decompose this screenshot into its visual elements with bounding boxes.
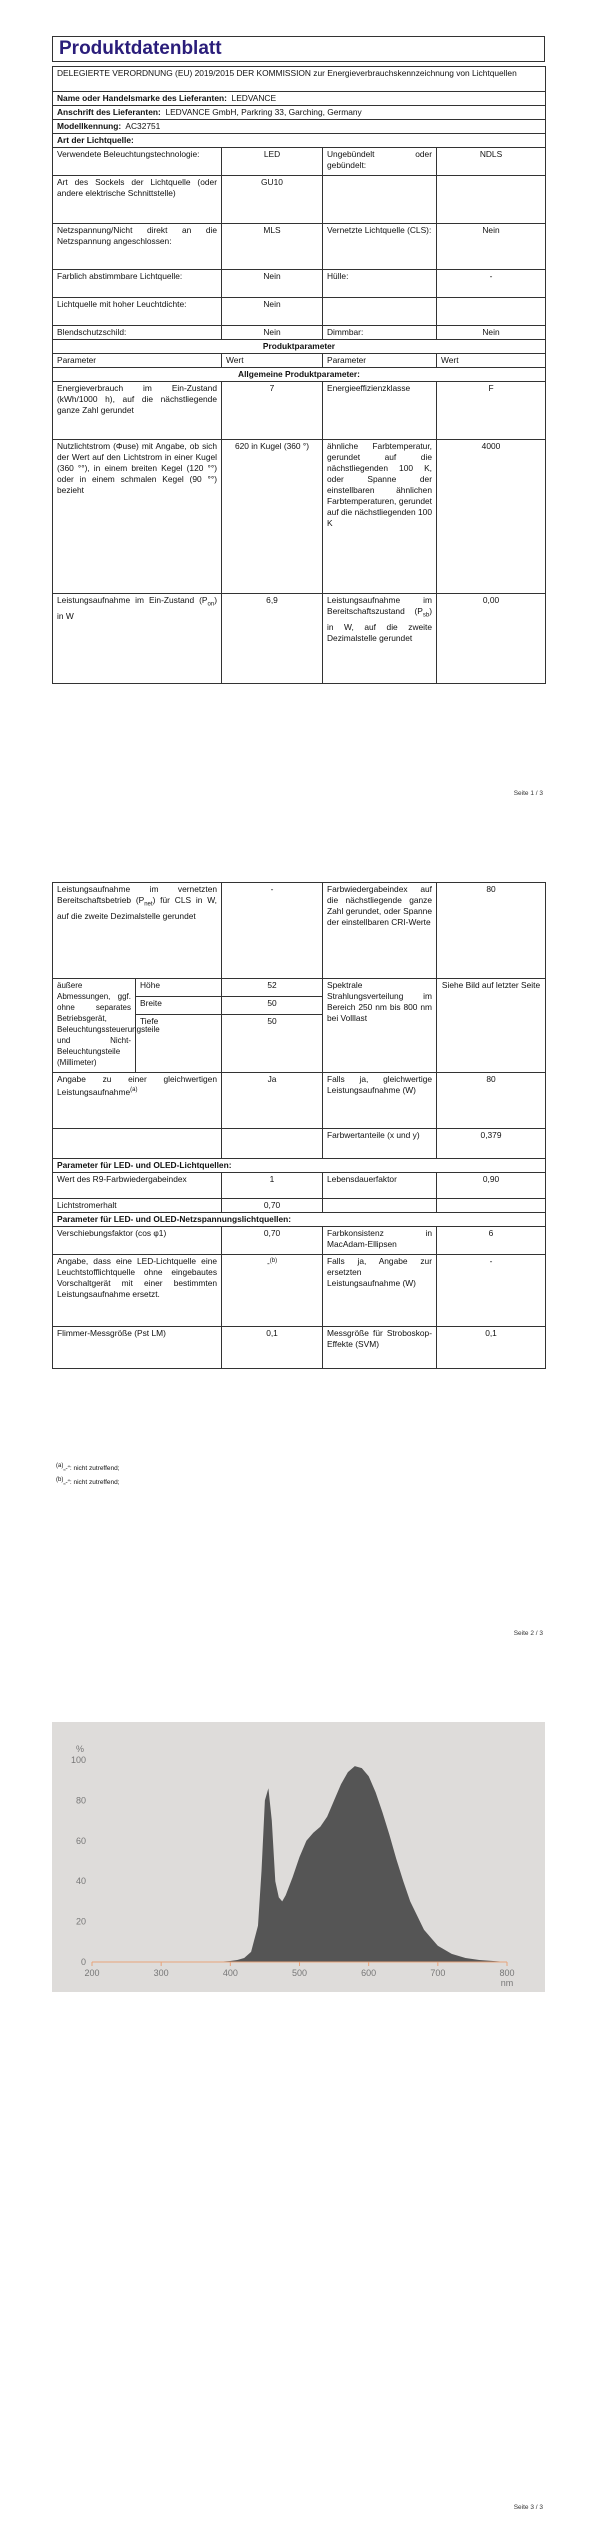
- dimmable-label: Dimmbar:: [323, 326, 437, 340]
- mains-led-header: Parameter für LED- und OLED-Netzspannungslichtquellen:: [53, 1213, 546, 1227]
- datasheet-table-page1: [52, 66, 546, 684]
- mains-value: MLS: [222, 224, 323, 270]
- equiv-power-label: Falls ja, gleichwertige Leistungsaufnahme (W): [323, 1073, 437, 1129]
- psb-label: Leistungsaufnahme im Bereitschaftszustand $(P_{sb})$ in W, auf die zweite Dezimalstelle gerundet: [323, 594, 437, 684]
- maint-label: Lichtstromerhalt: [53, 1199, 222, 1213]
- led-header: Parameter für LED- und OLED-Lichtquellen:: [53, 1159, 546, 1173]
- col-parameter-2: Parameter: [323, 354, 437, 368]
- model-value: AC32751: [125, 121, 161, 131]
- replace-value: -$^{(b)}$: [222, 1255, 323, 1327]
- depth-value: 50: [222, 1015, 323, 1073]
- cap-value: GU10: [222, 176, 323, 224]
- pnet-label: Leistungsaufnahme im vernetzten Bereitschaftsbetrieb $(P_{net})$ für CLS in W, auf die zweite Dezimalstelle gerundet: [53, 883, 222, 979]
- x-tick-label: 200: [84, 1968, 100, 1978]
- strobo-label: Messgröße für Stroboskop-Effekte (SVM): [323, 1327, 437, 1369]
- high-lum-label: Lichtquelle mit hoher Leuchtdichte:: [53, 298, 222, 326]
- x-tick-label: 500: [291, 1968, 308, 1978]
- width-label: Breite: [136, 997, 222, 1015]
- page-number-2: Seite 2 / 3: [513, 1630, 543, 1637]
- regulation-text: DELEGIERTE VERORDNUNG (EU) 2019/2015 DER KOMMISSION zur Energieverbrauchskennzeichnung von Lichtquellen: [53, 67, 546, 92]
- cap-label: Art des Sockels der Lichtquelle (oder andere elektrische Schnittstelle): [53, 176, 222, 224]
- tech-value: LED: [222, 148, 323, 176]
- tech-label: Verwendete Beleuchtungstechnologie:: [53, 148, 222, 176]
- connected-value: Nein: [437, 224, 546, 270]
- colour-tunable-value: Nein: [222, 270, 323, 298]
- cri-value: 80: [437, 883, 546, 979]
- replace-label: Angabe, dass eine LED-Lichtquelle eine Leuchtstofflichtquelle ohne eingebautes Vorschaltgerät mit einer bestimmten Leistungsaufnahme ersetzt.: [53, 1255, 222, 1327]
- flicker-label: Flimmer-Messgröße (Pst LM): [53, 1327, 222, 1369]
- antiglare-value: Nein: [222, 326, 323, 340]
- unbundled-value: NDLS: [437, 148, 546, 176]
- survival-value: 0,90: [437, 1173, 546, 1199]
- flux-value: 620 in Kugel (360 °): [222, 440, 323, 594]
- chroma-value: 0,379: [437, 1129, 546, 1159]
- supplier-address-row: [53, 106, 546, 120]
- datasheet-table-page2: [52, 882, 546, 1369]
- macadam-label: Farbkonsistenz in MacAdam-Ellipsen: [323, 1227, 437, 1255]
- flux-label: Nutzlichtstrom (Φuse) mit Angabe, ob sich der Wert auf den Lichtstrom in einer Kugel (360 °°), in einem breiten Kegel (120 °°) oder in einem schmalen Kegel (90 °°) bezieht: [53, 440, 222, 594]
- y-axis-label: %: [76, 1744, 85, 1754]
- antiglare-label: Blendschutzschild:: [53, 326, 222, 340]
- x-tick-label: 800: [499, 1968, 515, 1978]
- width-value: 50: [222, 997, 323, 1015]
- page-number-3: Seite 3 / 3: [513, 2504, 543, 2511]
- type-header: Art der Lichtquelle:: [53, 134, 546, 148]
- depth-label: Tiefe: [136, 1015, 222, 1073]
- y-tick-label: 100: [70, 1755, 86, 1765]
- dims-label: äußere Abmessungen, ggf. ohne separates Betriebsgerät, Beleuchtungssteuerungsteile und Nicht-Beleuchtungsteile (Millimeter): [53, 979, 136, 1073]
- dpf-label: Verschiebungsfaktor (cos φ1): [53, 1227, 222, 1255]
- x-tick-label: 700: [430, 1968, 446, 1978]
- col-value: Wert: [222, 354, 323, 368]
- equiv-value: Ja: [222, 1073, 323, 1129]
- model-label: Modellkennung:: [57, 121, 122, 131]
- maint-value: 0,70: [222, 1199, 323, 1213]
- supplier-address-label: Anschrift des Lieferanten:: [57, 107, 161, 117]
- height-label: Höhe: [136, 979, 222, 997]
- x-tick-label: 300: [153, 1968, 169, 1978]
- strobo-value: 0,1: [437, 1327, 546, 1369]
- survival-label: Lebensdauerfaktor: [323, 1173, 437, 1199]
- equiv-power-value: 80: [437, 1073, 546, 1129]
- col-parameter: Parameter: [53, 354, 222, 368]
- spd-label: Spektrale Strahlungsverteilung im Bereich 250 nm bis 800 nm bei Volllast: [323, 979, 437, 1073]
- envelope-label: Hülle:: [323, 270, 437, 298]
- height-value: 52: [222, 979, 323, 997]
- pon-label: Leistungsaufnahme im Ein-Zustand $(P_{on})$ in W: [53, 594, 222, 684]
- spectrum-chart: [52, 1722, 545, 1992]
- colour-tunable-label: Farblich abstimmbare Lichtquelle:: [53, 270, 222, 298]
- y-tick-label: 40: [75, 1876, 86, 1887]
- energy-on-value: 7: [222, 382, 323, 440]
- spectrum-area: [217, 1766, 508, 1962]
- supplier-name: LEDVANCE: [231, 93, 277, 103]
- pnet-value: -: [222, 883, 323, 979]
- energy-class-value: F: [437, 382, 546, 440]
- page-number-1: Seite 1 / 3: [513, 790, 543, 797]
- y-tick-label: 60: [75, 1835, 86, 1846]
- high-lum-value: Nein: [222, 298, 323, 326]
- replace-power-label: Falls ja, Angabe zur ersetzten Leistungsaufnahme (W): [323, 1255, 437, 1327]
- product-params-header: Produktparameter: [53, 340, 546, 354]
- x-axis-label: nm: [500, 1978, 514, 1988]
- psb-value: 0,00: [437, 594, 546, 684]
- dimmable-value: Nein: [437, 326, 546, 340]
- x-tick-label: 600: [361, 1968, 377, 1978]
- cct-value: 4000: [437, 440, 546, 594]
- mains-label: Netzspannung/Nicht direkt an die Netzspannung angeschlossen:: [53, 224, 222, 270]
- envelope-value: -: [437, 270, 546, 298]
- dpf-value: 0,70: [222, 1227, 323, 1255]
- cct-label: ähnliche Farbtemperatur, gerundet auf die nächstliegenden 100 K, oder Spanne der einstellbaren ähnlichen Farbtemperaturen, gerundet auf die nächstliegenden 100 K: [323, 440, 437, 594]
- cri-label: Farbwiedergabeindex auf die nächstliegende ganze Zahl gerundet, oder Spanne der einstellbaren CRI-Werte: [323, 883, 437, 979]
- y-tick-label: 20: [75, 1916, 86, 1927]
- footnote-a: $^{(a)}$„-“: nicht zutreffend;: [56, 1463, 120, 1473]
- r9-label: Wert des R9-Farbwiedergabeindex: [53, 1173, 222, 1199]
- spectrum-svg: [52, 1722, 545, 1992]
- supplier-address: LEDVANCE GmbH, Parkring 33, Garching, Germany: [165, 107, 362, 117]
- equiv-label: Angabe zu einer gleichwertigen Leistungsaufnahme$^{(a)}$: [53, 1073, 222, 1129]
- page-title: Produktdatenblatt: [52, 36, 545, 62]
- energy-class-label: Energieeffizienzklasse: [323, 382, 437, 440]
- regulation-row: [53, 67, 546, 92]
- col-value-2: Wert: [437, 354, 546, 368]
- replace-power-value: -: [437, 1255, 546, 1327]
- r9-value: 1: [222, 1173, 323, 1199]
- spd-value: Siehe Bild auf letzter Seite: [437, 979, 546, 1073]
- general-params-header: Allgemeine Produktparameter:: [53, 368, 546, 382]
- supplier-name-row: [53, 92, 546, 106]
- pon-value: 6,9: [222, 594, 323, 684]
- connected-label: Vernetzte Lichtquelle (CLS):: [323, 224, 437, 270]
- chroma-label: Farbwertanteile (x und y): [323, 1129, 437, 1159]
- model-row: [53, 120, 546, 134]
- y-tick-label: 80: [75, 1795, 86, 1806]
- y-tick-label: 0: [80, 1957, 86, 1967]
- unbundled-label: Ungebündelt oder gebündelt:: [323, 148, 437, 176]
- energy-on-label: Energieverbrauch im Ein-Zustand (kWh/1000 h), auf die nächstliegende ganze Zahl gerundet: [53, 382, 222, 440]
- footnote-b: $^{(b)}$„-“: nicht zutreffend;: [56, 1477, 120, 1487]
- flicker-value: 0,1: [222, 1327, 323, 1369]
- x-tick-label: 400: [222, 1968, 238, 1978]
- supplier-name-label: Name oder Handelsmarke des Lieferanten:: [57, 93, 227, 103]
- macadam-value: 6: [437, 1227, 546, 1255]
